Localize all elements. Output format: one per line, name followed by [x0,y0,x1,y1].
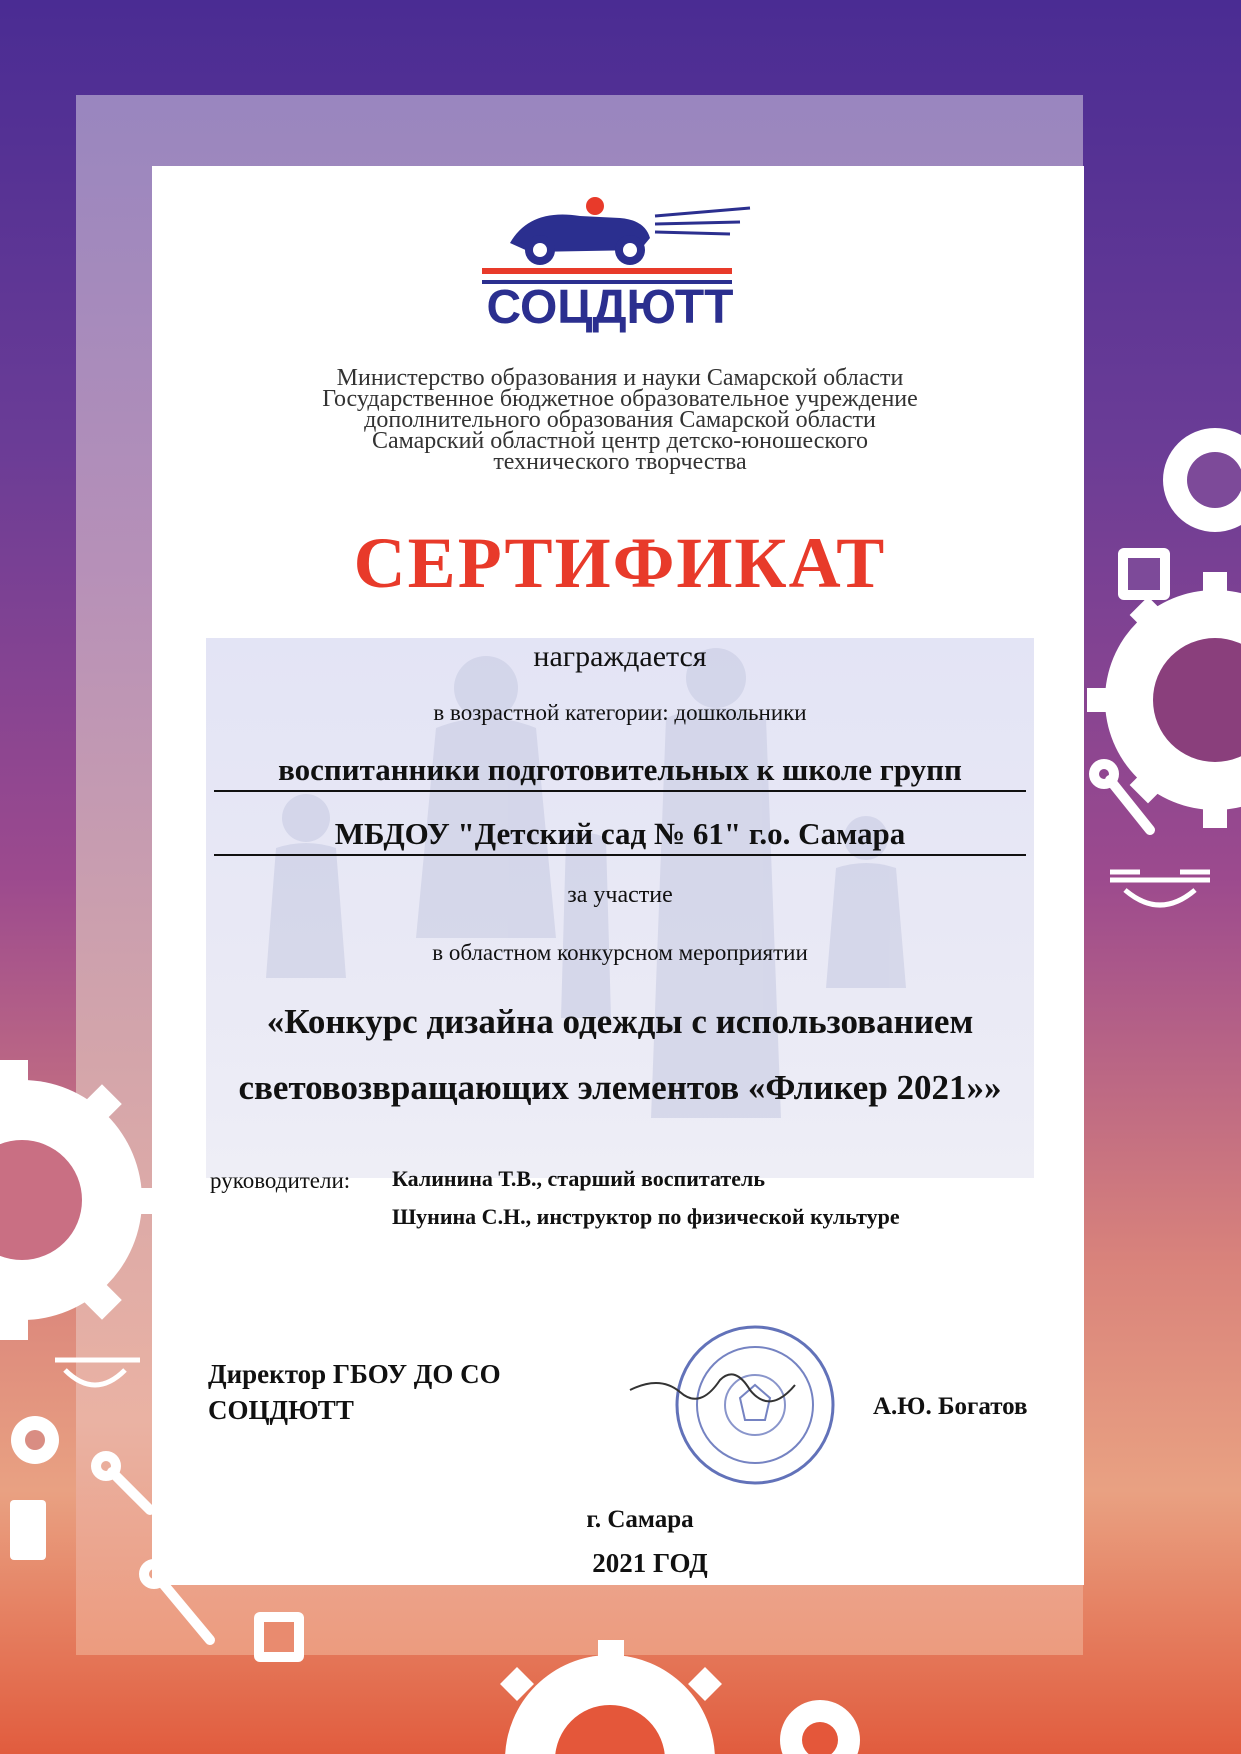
recipient-line-1: воспитанники подготовительных к школе групп [278,752,962,787]
awarded-text: награждается [533,640,707,673]
city: г. Самара [586,1506,694,1533]
gear-icon [780,1700,860,1754]
drone-icon [55,1360,140,1385]
leader-name: Шунина С.Н., инструктор по физической культуре [392,1204,900,1229]
gear-icon [500,1640,722,1754]
contest-title-line-2: световозвращающих элементов «Фликер 2021»» [238,1068,1002,1107]
director-position-line: СОЦДЮТТ [208,1395,354,1425]
logo-text: СОЦДЮТТ [486,281,734,334]
org-line: Самарский областной центр детско-юношеского [371,428,869,454]
wrench-icon [96,1456,150,1510]
event-intro: в областном конкурсном мероприятии [432,940,808,965]
participation-text: за участие [567,882,673,908]
underline [214,790,1026,792]
director-position-line: Директор ГБОУ ДО СО [208,1359,501,1389]
org-line: дополнительного образования Самарской области [364,407,876,433]
leaders-label: руководители: [210,1168,351,1193]
emblem-icon [740,1385,770,1420]
contest-title-line-1: «Конкурс дизайна одежды с использованием [266,1002,974,1041]
circuit-chip-icon [254,1612,304,1662]
gear-icon [11,1416,59,1464]
age-category: в возрастной категории: дошкольники [433,700,807,725]
race-car-icon [510,197,750,265]
gear-icon [0,1060,158,1340]
year: 2021 ГОД [592,1548,708,1578]
official-stamp [620,1320,840,1490]
director-name: А.Ю. Богатов [873,1393,1028,1420]
leader-name: Калинина Т.В., старший воспитатель [392,1166,765,1191]
org-line: Государственное бюджетное образовательное учреждение [322,386,918,412]
org-line: технического творчества [493,449,747,475]
gear-icon [1087,572,1241,828]
certificate-title: СЕРТИФИКАТ [353,523,887,603]
circuit-chip-icon [10,1500,46,1560]
director-position [208,1356,501,1428]
circuit-chip-icon [1118,548,1170,600]
gear-icon [1163,428,1241,532]
organization-header [210,365,1030,475]
logo [470,188,770,338]
recipient-line-2: МБДОУ "Детский сад № 61" г.о. Самара [334,816,906,851]
underline [214,854,1026,856]
drone-icon [1110,872,1210,905]
org-line: Министерство образования и науки Самарской области [336,365,904,391]
